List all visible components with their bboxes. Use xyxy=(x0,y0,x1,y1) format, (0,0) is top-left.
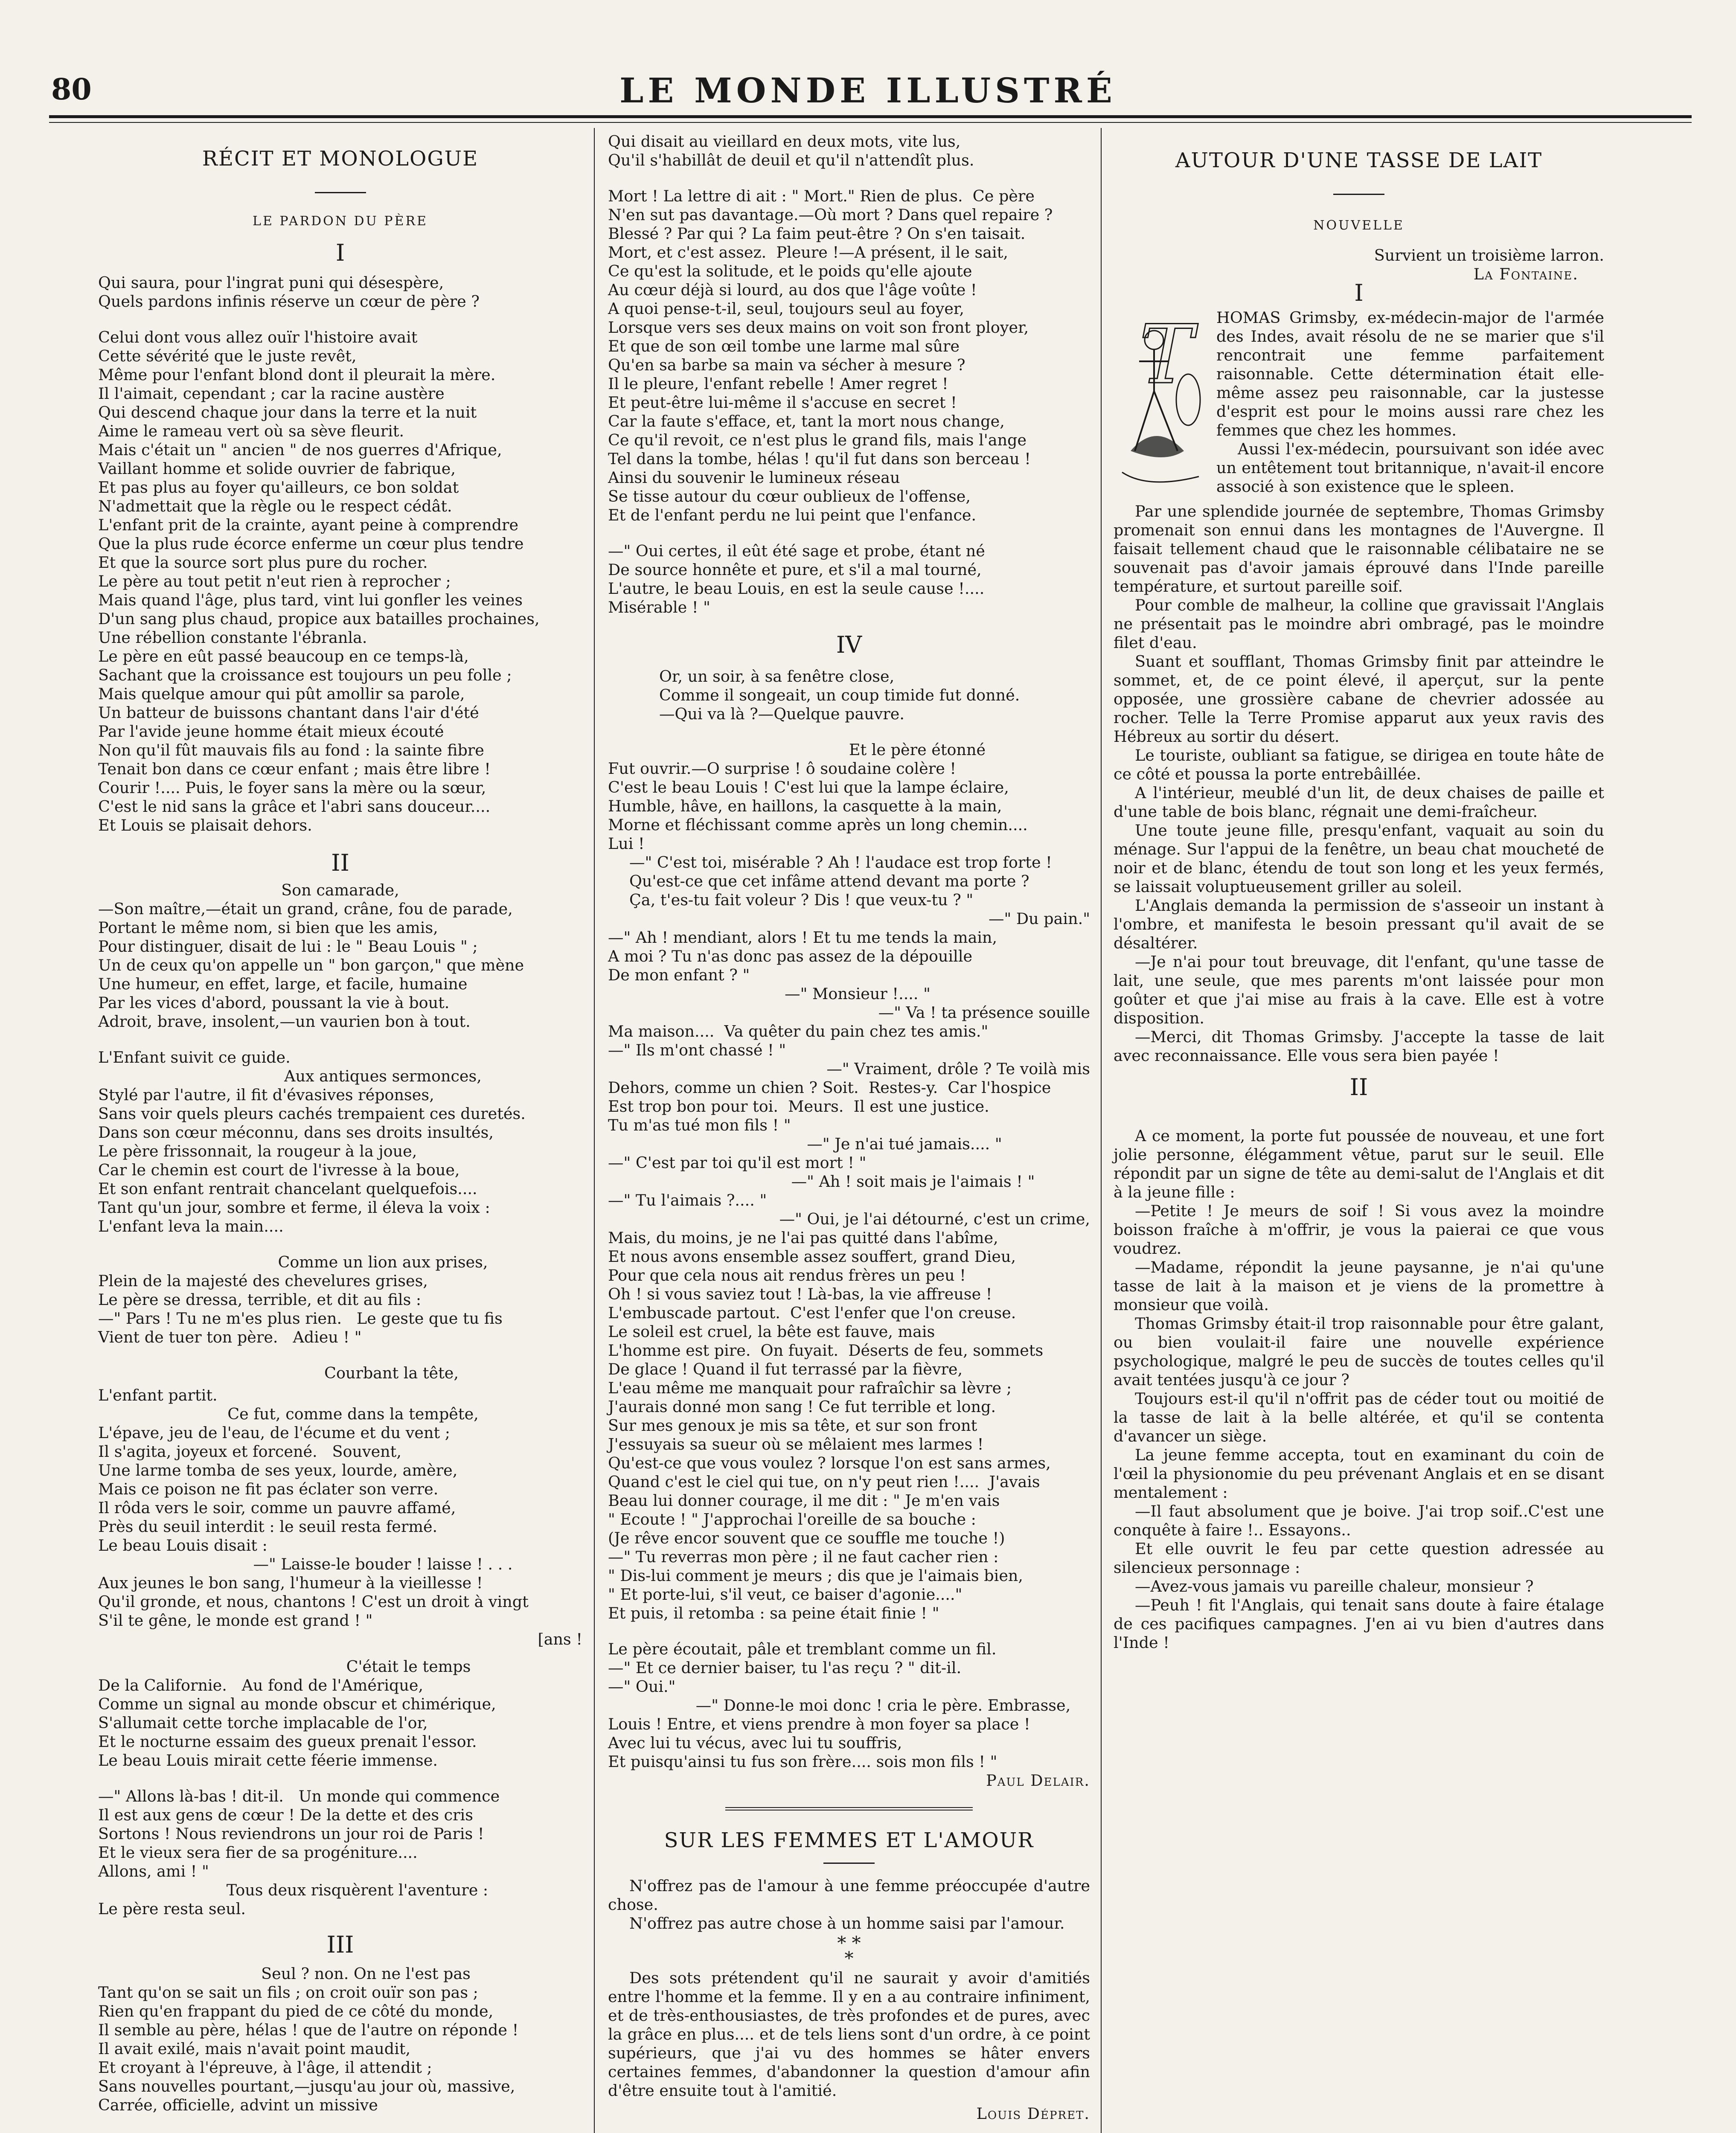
column-divider xyxy=(594,128,595,2133)
paragraph: Une toute jeune fille, presqu'enfant, vaquait au soin du ménage. Sur l'appui de la fenêtre, un beau chat moucheté de noir et de blanc, étendu de tout son long et les yeux fermés, se laissait voluptueusement griller au soleil. xyxy=(1114,821,1604,896)
stanza: Louis ! Entre, et viens prendre à mon foyer sa place ! Avec lui tu vécus, avec lui tu souffris, Et puisqu'ainsi tu fus son frère.... sois mon fils ! " xyxy=(608,1715,1030,1771)
paragraph: Par une splendide journée de septembre, Thomas Grimsby promenait son ennui dans les montagnes de l'Auvergne. Il faisait tellement chaud que le raisonnable célibataire ne se souvenait pas d'avoir jamais éprouvé dans l'Inde pareille température, et surtout pareille soif. xyxy=(1114,502,1604,596)
verse-line: —" Donne-le moi donc ! cria le père. Embrasse, xyxy=(695,1696,1071,1715)
verse-line: —" Tu l'aimais ?.... " xyxy=(608,1191,767,1209)
verse-line: Seul ? non. On ne l'est pas xyxy=(261,1964,471,1983)
verse-line: —" C'est par toi qu'il est mort ! " xyxy=(608,1154,867,1172)
stanza: Ma maison.... Va quêter du pain chez tes amis." —" Ils m'ont chassé ! " xyxy=(608,1022,989,1059)
paragraph: N'offrez pas autre chose à un homme saisi par l'amour. xyxy=(629,1914,1065,1932)
author-signature: Louis Dépret. xyxy=(976,2104,1090,2123)
paragraph: A l'intérieur, meublé d'un lit, de deux chaises de paille et d'une table de bois blanc, régnait une demi-fraîcheur. xyxy=(1114,784,1604,821)
stanza: Mais, du moins, je ne l'ai pas quitté dans l'abîme, Et nous avons ensemble assez souffert, grand Dieu, Pour que cela nous ait rendus frères un peu ! Oh ! si vous saviez tout ! Là-bas, la vie affreuse ! L'embuscade partout. C'est l'enfer que l'on creuse. Le soleil est cruel, la bête est fauve, mais L'homme est pire. On fuyait. Déserts de feu, sommets De glace ! Quand il fut terrassé par la fièvre, L'eau même me manquait pour rafraîchir sa lèvre ; J'aurais donné mon sang ! Ce fut terrible et long. Sur mes genoux je mis sa tête, et sur son front J'essuyais sa sueur où se mêlaient mes larmes ! Qu'est-ce que vous voulez ? lorsque l'on est sans armes, Quand c'est le ciel qui tue, on n'y peut rien !.... J'avais Beau lui donner courage, il me dit : " Je m'en vais " Ecoute ! " J'approchai l'oreille de sa bouche : (Je rêve encor souvent que ce souffle me touche !) —" Tu reverras mon père ; il ne faut cacher rien : " Dis-lui comment je meurs ; dis que je l'aimais bien, " Et porte-lui, s'il veut, ce baiser d'agonie...." Et puis, il retomba : sa peine était finie ! " xyxy=(608,1229,1051,1622)
verse-line: —" Du pain." xyxy=(989,910,1090,928)
verse-line: [ans ! xyxy=(538,1630,582,1648)
verse-line: —" Je n'ai tué jamais.... " xyxy=(807,1135,1002,1153)
article-heading: AUTOUR D'UNE TASSE DE LAIT xyxy=(1175,148,1543,172)
paragraph: Aussi l'ex-médecin, poursuivant son idée avec un entêtement tout britannique, n'avait-il encore associé à son existence que le spleen. xyxy=(1216,440,1604,496)
stanza: Dehors, comme un chien ? Soit. Restes-y. Car l'hospice Est trop bon pour toi. Meurs. Il est une justice. Tu m'as tué mon fils ! " xyxy=(608,1078,1051,1134)
paragraph: Le touriste, oubliant sa fatigue, se dirigea en toute hâte de ce côté et poussa la porte entrebâillée. xyxy=(1114,746,1604,783)
verse-line: —" Ah ! soit mais je l'aimais ! " xyxy=(791,1172,1035,1191)
paragraph: Thomas Grimsby était-il trop raisonnable pour être galant, ou bien voulait-il faire une nouvelle expérience psychologique, malgré le peu de succès de toutes celles qu'il avait tentées jusqu'à ce jour ? xyxy=(1114,1314,1604,1389)
paragraph: —Peuh ! fit l'Anglais, qui tenait sans doute à faire étalage de ces pacifiques campagnes. J'en ai vu bien d'autres dans l'Inde ! xyxy=(1114,1596,1604,1652)
stanza: Celui dont vous allez ouïr l'histoire avait Cette sévérité que le juste revêt, Même pour l'enfant blond dont il pleurait la mère. Il l'aimait, cependant ; car la racine austère Qui descend chaque jour dans la terre et la nuit Aime le rameau vert où sa sève fleurit. Mais c'était un " ancien " de nos guerres d'Afrique, Vaillant homme et solide ouvrier de fabrique, Et pas plus au foyer qu'ailleurs, ce bon soldat N'admettait que la règle ou le respect cédât. L'enfant prit de la crainte, ayant peine à comprendre Que la plus rude écorce enferme un cœur plus tendre Et que la source sort plus pure du rocher. Le père au tout petit n'eut rien à reprocher ; Mais quand l'âge, plus tard, vint lui gonfler les veines D'un sang plus chaud, propice aux batailles prochaines, Une rébellion constante l'ébranla. Le père en eût passé beaucoup en ce temps-là, Sachant que la croissance est toujours un peu folle ; Mais quelque amour qui pût amollir sa parole, Un batteur de buissons chantant dans l'air d'été Par l'avide jeune homme était mieux écouté Non qu'il fût mauvais fils au fond : la sainte fibre Tenait bon dans ce cœur enfant ; mais être libre ! Courir !.... Puis, le foyer sans la mère ou la sœur, C'est le nid sans la grâce et l'abri sans douceur.... Et Louis se plaisait dehors. xyxy=(98,328,540,834)
stanza: —" Oui certes, il eût été sage et probe, étant né De source honnête et pure, et s'il a mal tourné, L'autre, le beau Louis, en est la seule cause !.... Misérable ! " xyxy=(608,542,985,616)
verse-line: —" Oui, je l'ai détourné, c'est un crime, xyxy=(779,1210,1090,1228)
verse-line: Et le père étonné xyxy=(849,741,986,759)
verse-line: Le père resta seul. xyxy=(98,1900,246,1918)
column-1 xyxy=(98,132,582,2115)
part-numeral: II xyxy=(331,849,349,876)
paragraph: La jeune femme accepta, tout en examinant du coin de l'œil la physionomie du peu prévenant Anglais et en se disant mentalement : xyxy=(1114,1446,1604,1502)
stanza: Or, un soir, à sa fenêtre close, Comme il songeait, un coup timide fut donné. —Qui va là ?—Quelque pauvre. xyxy=(659,667,1020,723)
column-divider xyxy=(1101,128,1102,2133)
stanza: Plein de la majesté des chevelures grises, Le père se dressa, terrible, et dit au fils : —" Pars ! Tu ne m'es plus rien. Le geste que tu fis Vient de tuer ton père. Adieu ! " xyxy=(98,1272,503,1346)
dropcap-letter: T xyxy=(1139,310,1193,402)
verse-line: L'Enfant suivit ce guide. xyxy=(98,1048,291,1066)
epigraph-author: La Fontaine. xyxy=(1473,265,1579,283)
verse-line: —" Monsieur !.... " xyxy=(785,985,931,1003)
paragraph: —Je n'ai pour tout breuvage, dit l'enfant, qu'une tasse de lait, une seule, que mes parents m'ont laissée pour mon goûter et que j'ai mise au frais à la cave. Elle est à votre disposition. xyxy=(1114,953,1604,1027)
verse-line: L'enfant partit. xyxy=(98,1386,218,1404)
verse-line: —" Vraiment, drôle ? Te voilà mis xyxy=(826,1060,1090,1078)
part-numeral: III xyxy=(326,1931,354,1958)
stanza: Stylé par l'autre, il fit d'évasives réponses, Sans voir quels pleurs cachés trempaient ces duretés. Dans son cœur méconnu, dans ses droits insultés, Le père frissonnait, la rougeur à la joue, Car le chemin est court de l'ivresse à la boue, Et son enfant rentrait chancelant quelquefois.... Tant qu'un jour, sombre et ferme, il éleva la voix : L'enfant leva la main.... xyxy=(98,1086,526,1235)
article-heading: SUR LES FEMMES ET L'AMOUR xyxy=(664,1828,1034,1852)
stanza: L'épave, jeu de l'eau, de l'écume et du vent ; Il s'agita, joyeux et forcené. Souvent, Une larme tomba de ses yeux, lourde, amère, Mais ce poison ne fit pas éclater son verre. Il rôda vers le soir, comme un pauvre affamé, Près du seuil interdit : le seuil resta fermé. Le beau Louis disait : xyxy=(98,1424,458,1555)
author-signature: Paul Delair. xyxy=(986,1771,1090,1790)
paragraph: A ce moment, la porte fut poussée de nouveau, et une fort jolie personne, élégamment vêtue, parut sur le seuil. Elle répondit par un signe de tête au demi-salut de l'Anglais et dit à la jeune fille : xyxy=(1114,1127,1604,1201)
masthead-title: LE MONDE ILLUSTRÉ xyxy=(619,70,1117,110)
verse-line: Aux antiques sermonces, xyxy=(284,1067,482,1085)
verse-line: —" Laisse-le bouder ! laisse ! . . . xyxy=(253,1555,513,1573)
paragraph: Suant et soufflant, Thomas Grimsby finit par atteindre le sommet, et, de ce point élevé, il aperçut, sur la pente opposée, une grossière cabane de chevrier adossée au rocher. Telle la Terre Promise apparut aux yeux ravis des Hébreux au sortir du désert. xyxy=(1114,652,1604,746)
stanza: —" C'est toi, misérable ? Ah ! l'audace est trop forte ! Qu'est-ce que cet infâme attend devant ma porte ? Ça, t'es-tu fait voleur ? Dis ! que veux-tu ? " xyxy=(629,853,1052,909)
stanza: Mort ! La lettre di ait : " Mort." Rien de plus. Ce père N'en sut pas davantage.—Où mort ? Dans quel repaire ? Blessé ? Par qui ? La faim peut-être ? On s'en taisait. Mort, et c'est assez. Pleure !—A présent, il le sait, Ce qu'est la solitude, et le poids qu'elle ajoute Au cœur déjà si lourd, au dos que l'âge voûte ! A quoi pense-t-il, seul, toujours seul au foyer, Lorsque vers ses deux mains on voit son front ployer, Et que de son œil tombe une larme mal sûre Qu'en sa barbe sa main va sécher à mesure ? Il le pleure, l'enfant rebelle ! Amer regret ! Et peut-être lui-même il s'accuse en secret ! Car la faute s'efface, et, tant la mort nous change, Ce qu'il revoit, ce n'est plus le grand fils, mais l'ange Tel dans la tombe, hélas ! qu'il fut dans son berceau ! Ainsi du souvenir le lumineux réseau Se tisse autour du cœur oublieux de l'offense, Et de l'enfant perdu ne lui peint que l'enfance. xyxy=(608,187,1053,524)
stanza: —" Allons là-bas ! dit-il. Un monde qui commence Il est aux gens de cœur ! De la dette et des cris Sortons ! Nous reviendrons un jour roi de Paris ! Et le vieux sera fier de sa progéniture.... Allons, ami ! " xyxy=(98,1787,500,1880)
paragraph: Pour comble de malheur, la colline que gravissait l'Anglais ne présentait pas le moindre abri ombragé, pas le moindre filet d'eau. xyxy=(1114,596,1604,652)
verse-line: Son camarade, xyxy=(281,881,399,899)
stanza: Le père écoutait, pâle et tremblant comme un fil. —" Et ce dernier baiser, tu l'as reçu ? " dit-il. —" Oui." xyxy=(608,1640,997,1696)
paragraph: —Avez-vous jamais vu pareille chaleur, monsieur ? xyxy=(1135,1577,1534,1595)
paragraph: —Il faut absolument que je boive. J'ai trop soif..C'est une conquête à faire !.. Essayons.. xyxy=(1114,1502,1604,1539)
paragraph: HOMAS Grimsby, ex-médecin-major de l'armée des Indes, avait résolu de ne se marier que s'il rencontrait une femme parfaitement raisonnable. Cette détermination était elle-même assez peu raisonnable, car la justesse d'esprit est pour le moins aussi rare chez les femmes que chez les hommes. xyxy=(1216,308,1604,439)
article-subheading: NOUVELLE xyxy=(1313,218,1405,233)
stanza: Qui disait au vieillard en deux mots, vite lus, Qu'il s'habillât de deuil et qu'il n'attendît plus. xyxy=(608,132,974,169)
stanza: Tant qu'on se sait un fils ; on croit ouïr son pas ; Rien qu'en frappant du pied de ce côté du monde, Il semble au père, hélas ! que de l'autre on réponde ! Il avait exilé, mais n'avait point maudit, Et croyant à l'épreuve, à l'âge, il attendit ; Sans nouvelles pourtant,—jusqu'au jour où, massive, Carrée, officielle, advint un missive xyxy=(98,1983,519,2114)
verse-line: Courbant la tête, xyxy=(324,1364,459,1382)
verse-line: —" Va ! ta présence souille xyxy=(878,1003,1090,1022)
part-numeral: I xyxy=(335,239,345,266)
stanza: —" Ah ! mendiant, alors ! Et tu me tends la main, A moi ? Tu n'as donc pas assez de la dépouille De mon enfant ? " xyxy=(608,928,997,984)
header-rule-thin xyxy=(49,122,1692,123)
stanza: Qui saura, pour l'ingrat puni qui désespère, Quels pardons infinis réserve un cœur de père ? xyxy=(98,273,480,311)
stanza: Fut ouvrir.—O surprise ! ô soudaine colère ! C'est le beau Louis ! C'est lui que la lampe éclaire, Humble, hâve, en haillons, la casquette à la main, Morne et fléchissant comme après un long chemin.... Lui ! xyxy=(608,759,1028,853)
header-rule xyxy=(49,115,1692,118)
section-rule xyxy=(725,1807,973,1810)
paragraph: —Madame, répondit la jeune paysanne, je n'ai qu'une tasse de lait à la maison et je viens de la promettre à monsieur que voilà. xyxy=(1114,1258,1604,1314)
paragraph: L'Anglais demanda la permission de s'asseoir un instant à l'ombre, et manifesta le besoin pressant qu'il avait de se désaltérer. xyxy=(1114,896,1604,952)
column-3 xyxy=(1114,132,1604,1652)
asterism: * * * xyxy=(837,1932,861,1969)
verse-line: C'était le temps xyxy=(346,1657,471,1676)
paragraph: Et elle ouvrit le feu par cette question adressée au silencieux personnage : xyxy=(1114,1540,1604,1577)
dropcap-figure-icon xyxy=(1114,310,1205,498)
paragraph: Toujours est-il qu'il n'offrit pas de céder tout ou moitié de la tasse de lait à la belle altérée, et qu'il se contenta d'avancer un siège. xyxy=(1114,1389,1604,1445)
part-numeral: IV xyxy=(836,631,862,658)
stanza: De la Californie. Au fond de l'Amérique, Comme un signal au monde obscur et chimérique, S'allumait cette torche implacable de l'or, Et le nocturne essaim des gueux prenait l'essor. Le beau Louis mirait cette féerie immense. xyxy=(98,1676,496,1770)
verse-line: Tous deux risquèrent l'aventure : xyxy=(226,1881,489,1899)
paragraph: —Petite ! Je meurs de soif ! Si vous avez la moindre boisson fraîche à m'offrir, je vous la paierai ce que vous voudrez. xyxy=(1114,1202,1604,1258)
stanza: —Son maître,—était un grand, crâne, fou de parade, Portant le même nom, si bien que les amis, Pour distinguer, disait de lui : le " Beau Louis " ; Un de ceux qu'on appelle un " bon garçon," que mène Une humeur, en effet, large, et facile, humaine Par les vices d'abord, poussant la vie à bout. Adroit, brave, insolent,—un vaurien bon à tout. xyxy=(98,900,524,1031)
paragraph: Des sots prétendent qu'il ne saurait y avoir d'amitiés entre l'homme et la femme. Il y en a au contraire infiniment, et de très-enthousiastes, de très profondes et de pures, avec la grâce en plus.... et de tels liens sont d'un ordre, à ce point supérieurs, que j'ai vu des hommes se hâter envers certaines femmes, d'abandonner la question d'amour afin d'être ensuite tout à l'amitié. xyxy=(608,1969,1090,2100)
paragraph: —Merci, dit Thomas Grimsby. J'accepte la tasse de lait avec reconnaissance. Elle vous sera bien payée ! xyxy=(1114,1028,1604,1065)
verse-line: Comme un lion aux prises, xyxy=(278,1253,488,1271)
column-2 xyxy=(608,132,1090,2123)
part-numeral: I xyxy=(1354,279,1364,306)
epigraph: Survient un troisième larron. xyxy=(1374,246,1604,264)
paragraph: N'offrez pas de l'amour à une femme préoccupée d'autre chose. xyxy=(608,1877,1090,1914)
dropcap-illustration xyxy=(1114,310,1205,498)
page-number: 80 xyxy=(51,73,92,107)
part-numeral: II xyxy=(1349,1074,1368,1101)
verse-line: Ce fut, comme dans la tempête, xyxy=(227,1405,479,1423)
stanza: Aux jeunes le bon sang, l'humeur à la vieillesse ! Qu'il gronde, et nous, chantons ! C'est un droit à vingt S'il te gêne, le monde est grand ! " xyxy=(98,1574,529,1630)
poem-title: LE PARDON DU PÈRE xyxy=(253,214,428,229)
article-heading: RÉCIT ET MONOLOGUE xyxy=(202,147,479,171)
